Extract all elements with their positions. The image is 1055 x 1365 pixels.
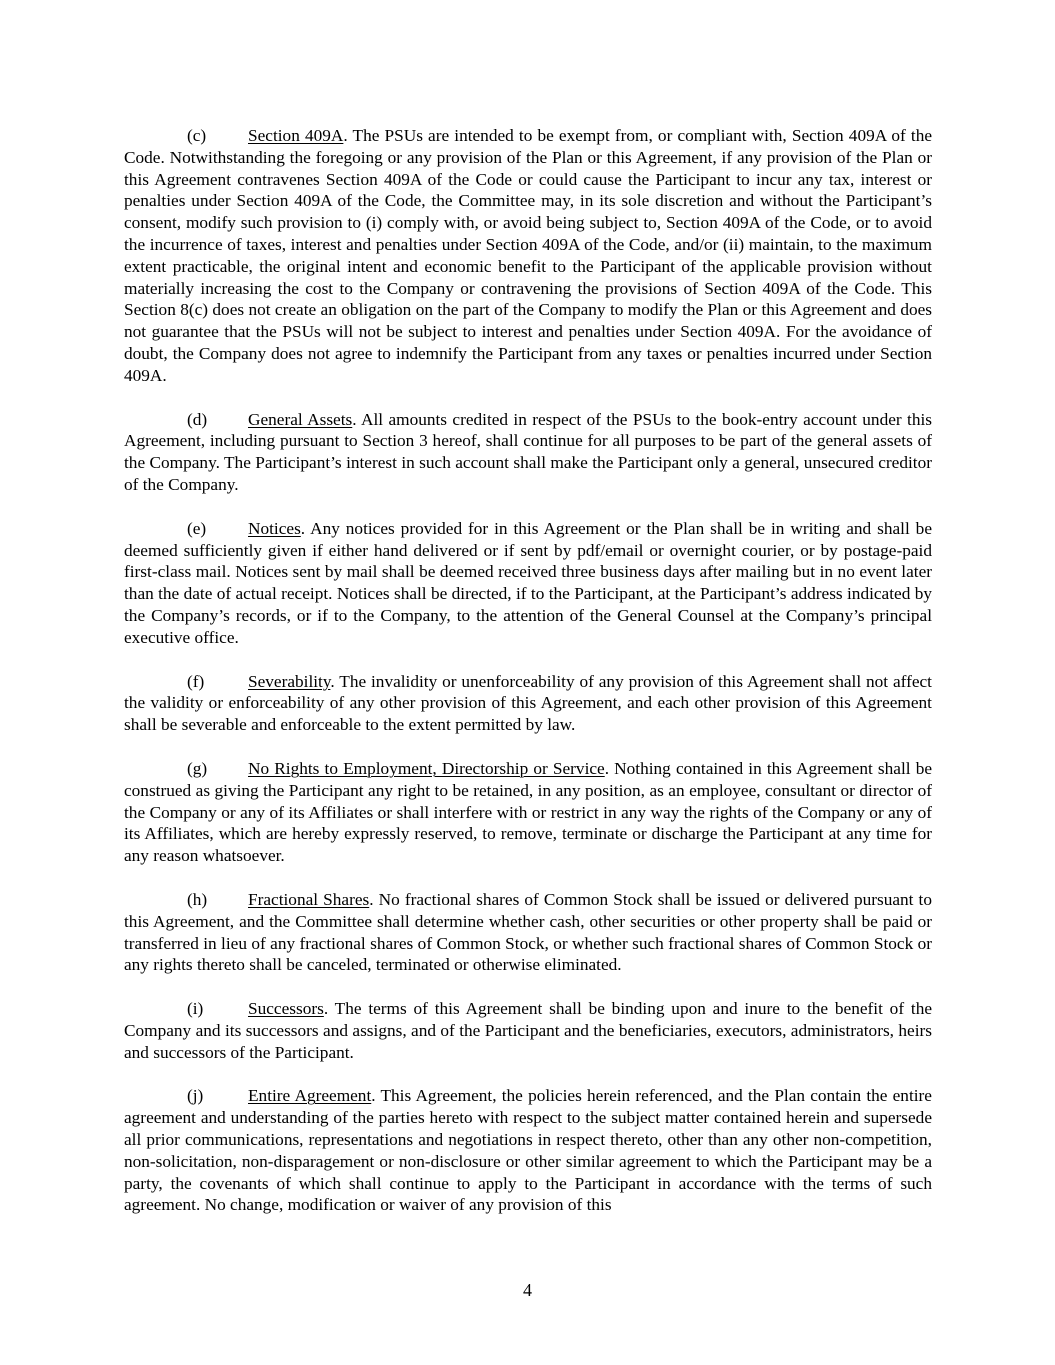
section-i bbox=[124, 998, 932, 1063]
section-text: . The terms of this Agreement shall be binding upon and inure to the benefit of the Company and its successors and assigns, and of the Participant and the beneficiaries, executors, administrators, heirs and successors of the Participant. bbox=[124, 999, 932, 1062]
section-label: (g) bbox=[187, 758, 208, 778]
section-j bbox=[124, 1085, 932, 1216]
section-label: (c) bbox=[187, 126, 207, 145]
section-label: (h) bbox=[187, 889, 208, 909]
section-f bbox=[124, 671, 932, 736]
section-g bbox=[124, 758, 932, 867]
section-label: (f) bbox=[187, 671, 205, 691]
section-text: . This Agreement, the policies herein referenced, and the Plan contain the entire agreement and understanding of the parties hereto with respect to the subject matter contained herein and supersede all prior communications, representations and negotiations in respect thereto, other than any other non-competition, non-solicitation, non-disparagement or non-disclosure or other similar agreement to which the Participant may be a party, the covenants of which shall continue to apply to the Participant in accordance with the terms of such agreement. No change, modification or waiver of any provision of this bbox=[124, 1086, 932, 1215]
section-label: (j) bbox=[187, 1086, 204, 1106]
section-label: (d) bbox=[187, 409, 208, 429]
section-label: (i) bbox=[187, 999, 204, 1019]
section-text: . All amounts credited in respect of the PSUs to the book-entry account under this Agreement, including pursuant to Section 3 hereof, shall continue for all purposes to be part of the general assets of the Company. The Participant’s interest in such account shall make the Participant only a general, unsecured creditor of the Company. bbox=[124, 409, 932, 494]
section-c bbox=[124, 125, 932, 387]
section-h bbox=[124, 889, 932, 976]
document-body bbox=[124, 125, 932, 1238]
section-text: . No fractional shares of Common Stock shall be issued or delivered pursuant to this Agreement, and the Committee shall determine whether cash, other securities or other property shall be paid or transferred in lieu of any fractional shares of Common Stock, or whether such fractional shares of Common Stock or any rights thereto shall be canceled, terminated or otherwise eliminated. bbox=[124, 889, 932, 975]
section-heading: Severability bbox=[248, 671, 331, 691]
section-heading: General Assets bbox=[248, 409, 353, 429]
section-text: . Any notices provided for in this Agreement or the Plan shall be in writing and shall be deemed sufficiently given if either hand delivered or if sent by pdf/email or overnight courier, or by postage-paid first-class mail. Notices sent by mail shall be deemed received three business days after mailing but in no event later than the date of actual receipt. Notices shall be directed, if to the Participant, at the Participant’s address indicated by the Company’s records, or if to the Company, to the attention of the General Counsel at the Company’s principal executive office. bbox=[124, 518, 932, 647]
section-heading: Fractional Shares bbox=[248, 889, 370, 909]
section-heading: Entire Agreement bbox=[248, 1086, 372, 1106]
section-text: . The invalidity or unenforceability of any provision of this Agreement shall not affect the validity or enforceability of any other provision of this Agreement, and each other provision of this Agreement shall be severable and enforceable to the extent permitted by law. bbox=[124, 671, 932, 735]
section-e bbox=[124, 518, 932, 649]
section-heading: No Rights to Employment, Directorship or Service bbox=[248, 758, 605, 778]
section-heading: Successors bbox=[248, 999, 324, 1019]
section-heading: Notices bbox=[248, 518, 301, 538]
section-heading: Section 409A bbox=[248, 126, 344, 145]
page-number: 4 bbox=[523, 1280, 532, 1300]
section-text: . Nothing contained in this Agreement shall be construed as giving the Participant any right to be retained, in any position, as an employee, consultant or director of the Company or any of its Affiliates or shall interfere with or restrict in any way the rights of the Company or any of its Affiliates, which are hereby expressly reserved, to remove, terminate or discharge the Participant at any time for any reason whatsoever. bbox=[124, 758, 932, 866]
section-d bbox=[124, 409, 932, 496]
section-text: . The PSUs are intended to be exempt from, or compliant with, Section 409A of the Code. Notwithstanding the foregoing or any provision of the Plan or this Agreement, if any provision of the Plan or this Agreement contravenes Section 409A of the Code or could cause the Participant to incur any tax, interest or penalties under Section 409A of the Code, the Committee may, in its sole discretion and without the Participant’s consent, modify such provision to (i) comply with, or avoid being subject to, Section 409A of the Code, or to avoid the incurrence of taxes, interest and penalties under Section 409A of the Code, and/or (ii) maintain, to the maximum extent practicable, the original intent and economic benefit to the Participant of the applicable provision without materially increasing the cost to the Company or contravening the provisions of Section 409A of the Code. This Section 8(c) does not create an obligation on the part of the Company to modify the Plan or this Agreement and does not guarantee that the PSUs will not be subject to interest and penalties under Section 409A. For the avoidance of doubt, the Company does not agree to indemnify the Participant from any taxes or penalties incurred under Section 409A. bbox=[124, 126, 933, 385]
section-label: (e) bbox=[187, 518, 207, 538]
